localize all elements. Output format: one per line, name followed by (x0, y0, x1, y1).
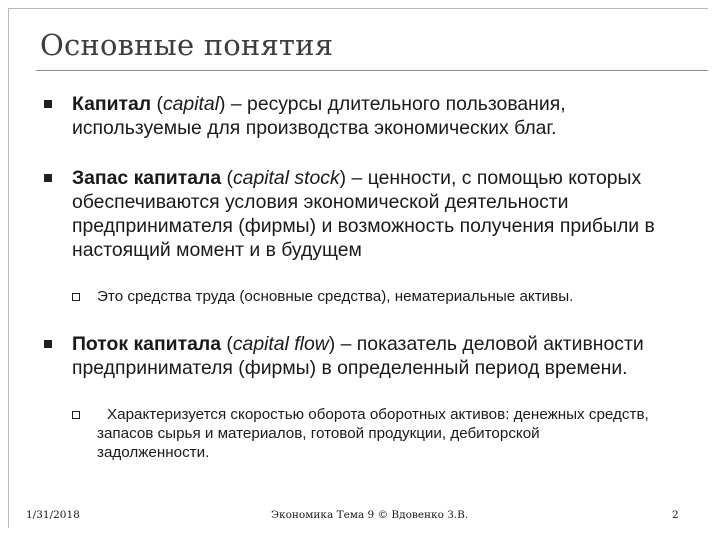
paren-open: ( (221, 167, 233, 189)
english-term: capital stock (232, 167, 340, 189)
sub-item-capital-flow: Характеризуется скоростью оборота оборотных активов: денежных средств, запасов сырья и материалов, готовой продукции, дебиторской задолженности. (97, 406, 649, 461)
bullet-square-icon (44, 100, 52, 108)
bullet-item-capital-stock (72, 166, 692, 262)
bullet-square-icon (44, 174, 52, 182)
english-term: capital (162, 93, 220, 115)
paren-close-dash: ) – (219, 93, 248, 115)
definition: показатель деловой активности предпринимателя (фирмы) в определенный период времени. (72, 333, 644, 379)
paren-close-dash: ) – (339, 167, 368, 189)
term: Поток капитала (72, 333, 221, 355)
sub-bullet-hollow-square-icon (72, 293, 80, 301)
sub-bullet-hollow-square-icon (72, 411, 80, 419)
footer-date: 1/31/2018 (26, 509, 80, 521)
paren-open: ( (220, 333, 233, 355)
bullet-item-capital (72, 92, 592, 140)
slide-title: Основные понятия (40, 28, 334, 62)
definition: ресурсы длительного пользования, используемые для производства экономических благ. (72, 93, 566, 139)
definition: ценности, с помощью которых обеспечиваются условия экономической деятельности предпринимателя (фирмы) и возможность получения прибыли в настоящий момент и в будущем (72, 167, 655, 261)
bullet-item-capital-flow (72, 332, 652, 380)
frame-top-line (8, 8, 708, 9)
sub-item-capital-stock: Это средства труда (основные средства), нематериальные активы. (97, 288, 574, 305)
title-rule (36, 70, 708, 71)
footer-center: Экономика Тема 9 © Вдовенко З.В. (271, 509, 469, 521)
term: Капитал (72, 93, 152, 115)
footer-page-number: 2 (672, 509, 679, 521)
english-term: capital flow (232, 333, 329, 355)
paren-close-dash: ) – (328, 333, 357, 355)
bullet-square-icon (44, 340, 52, 348)
term: Запас капитала (72, 167, 222, 189)
frame-left-line (8, 8, 9, 528)
paren-open: ( (151, 93, 163, 115)
